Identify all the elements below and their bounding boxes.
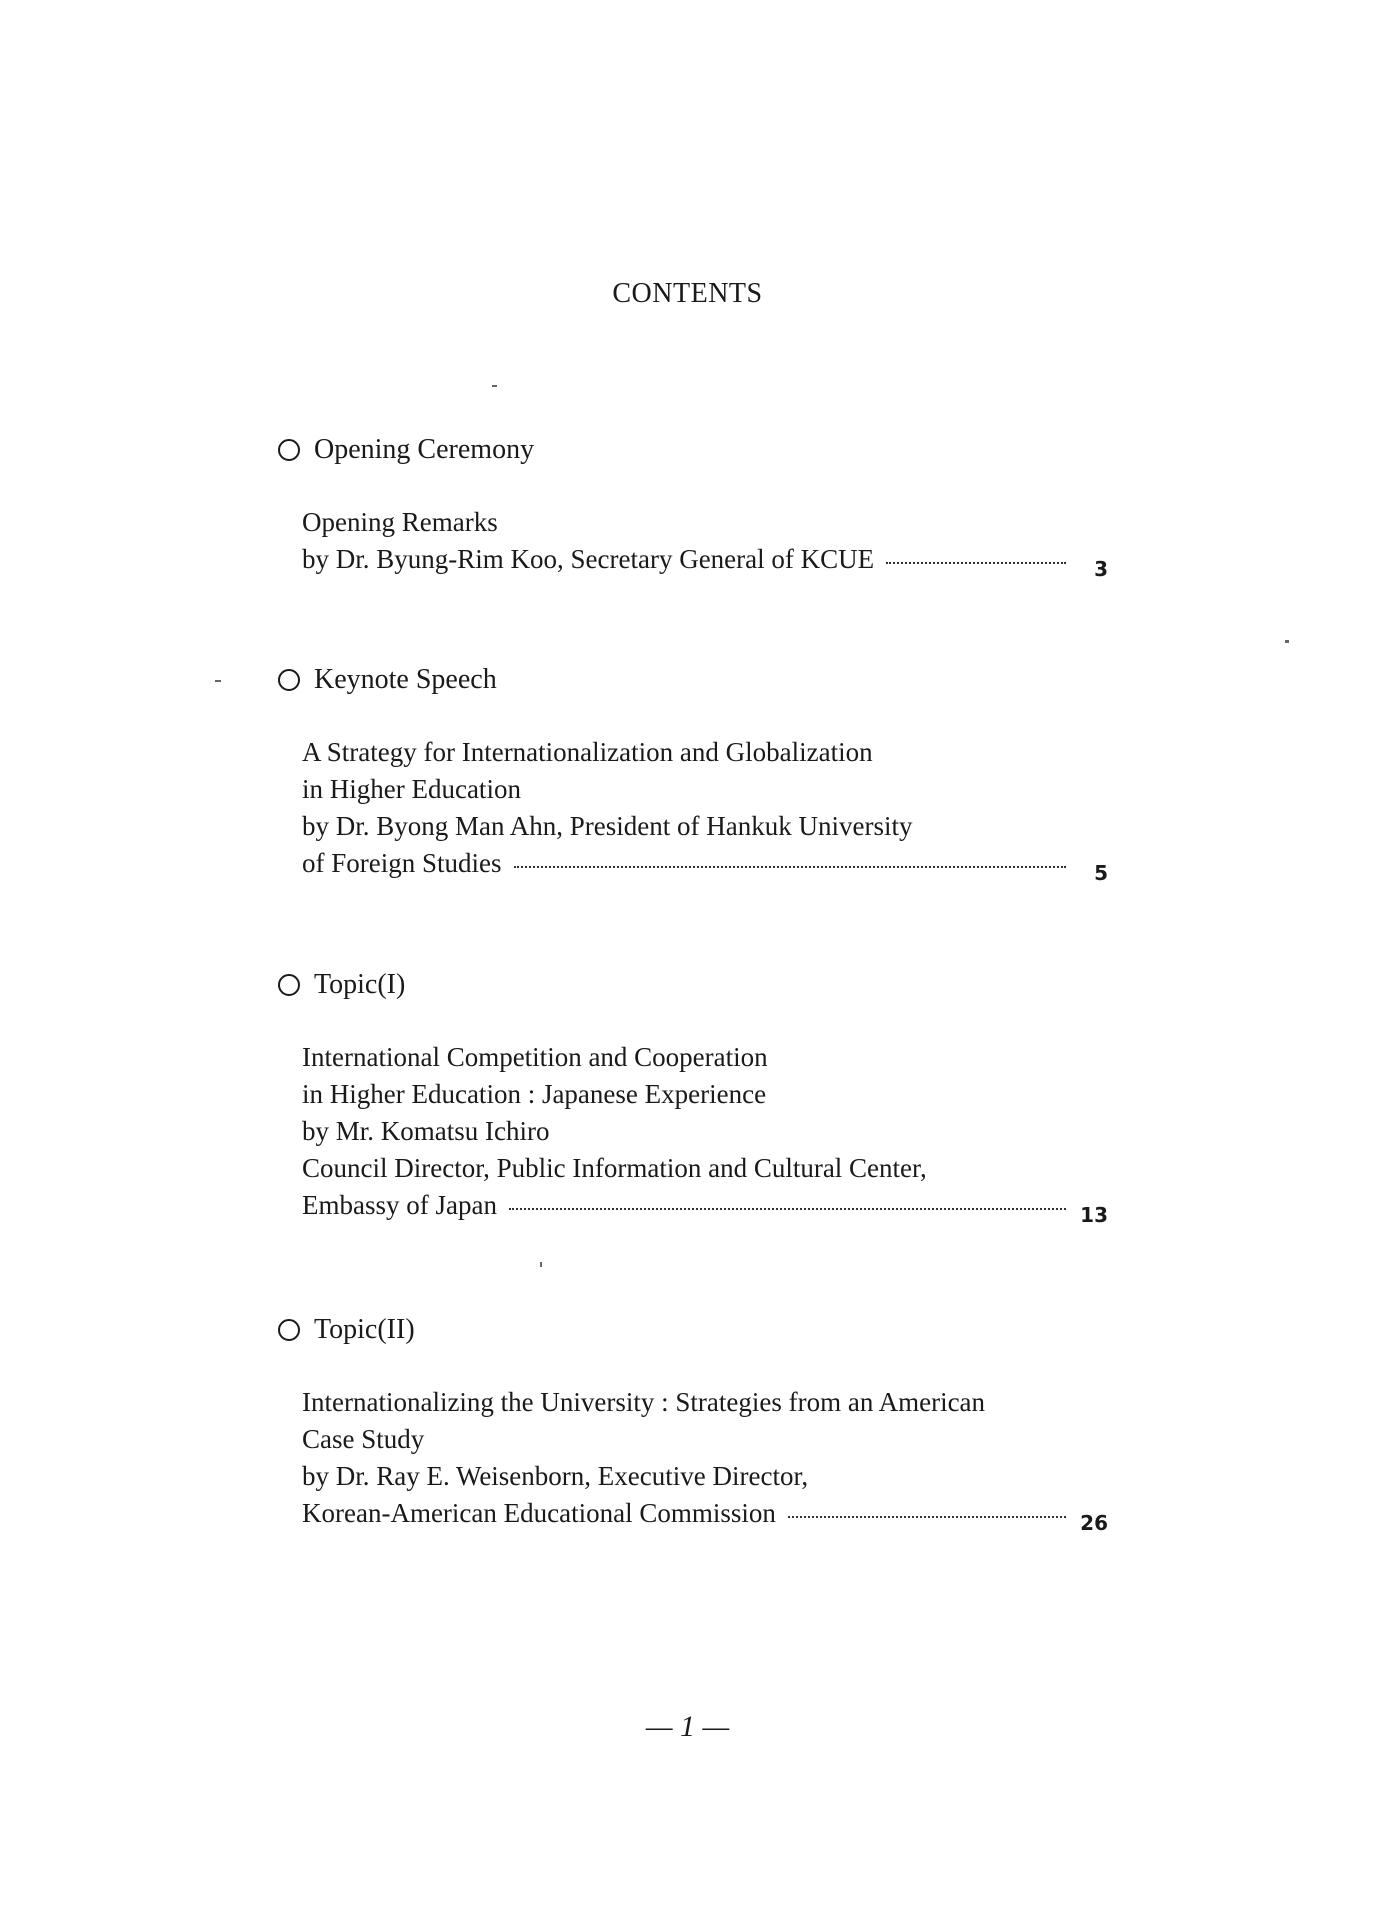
toc-entry[interactable] [302, 1384, 1108, 1534]
dot-leader [509, 1208, 1066, 1210]
toc-section-topic-2 [278, 1310, 1108, 1534]
dot-leader [788, 1516, 1066, 1518]
page-footer-number: — 1 — [645, 1710, 730, 1743]
entry-line: International Competition and Cooperation [302, 1042, 768, 1072]
page-number: 26 [1080, 1511, 1108, 1535]
toc-entry[interactable] [302, 734, 1108, 884]
entry-line: in Higher Education : Japanese Experience [302, 1079, 767, 1109]
entry-line: Opening Remarks [302, 507, 498, 537]
section-heading: Keynote Speech [314, 664, 497, 695]
scan-speck [1285, 640, 1289, 643]
entry-line: by Dr. Ray E. Weisenborn, Executive Director, [302, 1461, 809, 1491]
entry-line: A Strategy for Internationalization and Globalization [302, 737, 873, 767]
toc-section-opening-ceremony [278, 430, 1108, 580]
entry-line: Korean-American Educational Commission [302, 1498, 776, 1528]
circle-bullet-icon [278, 974, 300, 996]
entry-line: by Dr. Byung-Rim Koo, Secretary General of KCUE [302, 544, 875, 574]
section-heading: Topic(I) [314, 969, 406, 1000]
section-heading: Topic(II) [314, 1314, 415, 1345]
entry-line: by Mr. Komatsu Ichiro [302, 1116, 550, 1146]
section-heading: Opening Ceremony [314, 434, 535, 465]
dot-leader [886, 562, 1066, 564]
scan-speck [492, 385, 497, 387]
dot-leader [514, 866, 1067, 868]
toc-entry[interactable] [302, 1039, 1108, 1226]
scan-speck [215, 680, 221, 682]
entry-line: by Dr. Byong Man Ahn, President of Hankuk University [302, 811, 913, 841]
page-number: 3 [1094, 557, 1108, 581]
entry-line: Case Study [302, 1424, 425, 1454]
entry-line: in Higher Education [302, 774, 521, 804]
circle-bullet-icon [278, 439, 300, 461]
toc-section-keynote-speech [278, 660, 1108, 884]
entry-line: Internationalizing the University : Strategies from an American [302, 1387, 986, 1417]
toc-section-topic-1 [278, 965, 1108, 1226]
circle-bullet-icon [278, 1319, 300, 1341]
page-title: CONTENTS [612, 278, 763, 309]
entry-line: Council Director, Public Information and Cultural Center, [302, 1153, 927, 1183]
page-number: 5 [1094, 861, 1108, 885]
toc-entry[interactable] [302, 504, 1108, 580]
entry-line: Embassy of Japan [302, 1190, 497, 1220]
scan-speck [540, 1262, 542, 1267]
circle-bullet-icon [278, 669, 300, 691]
page-number: 13 [1080, 1203, 1108, 1227]
entry-line: of Foreign Studies [302, 848, 502, 878]
